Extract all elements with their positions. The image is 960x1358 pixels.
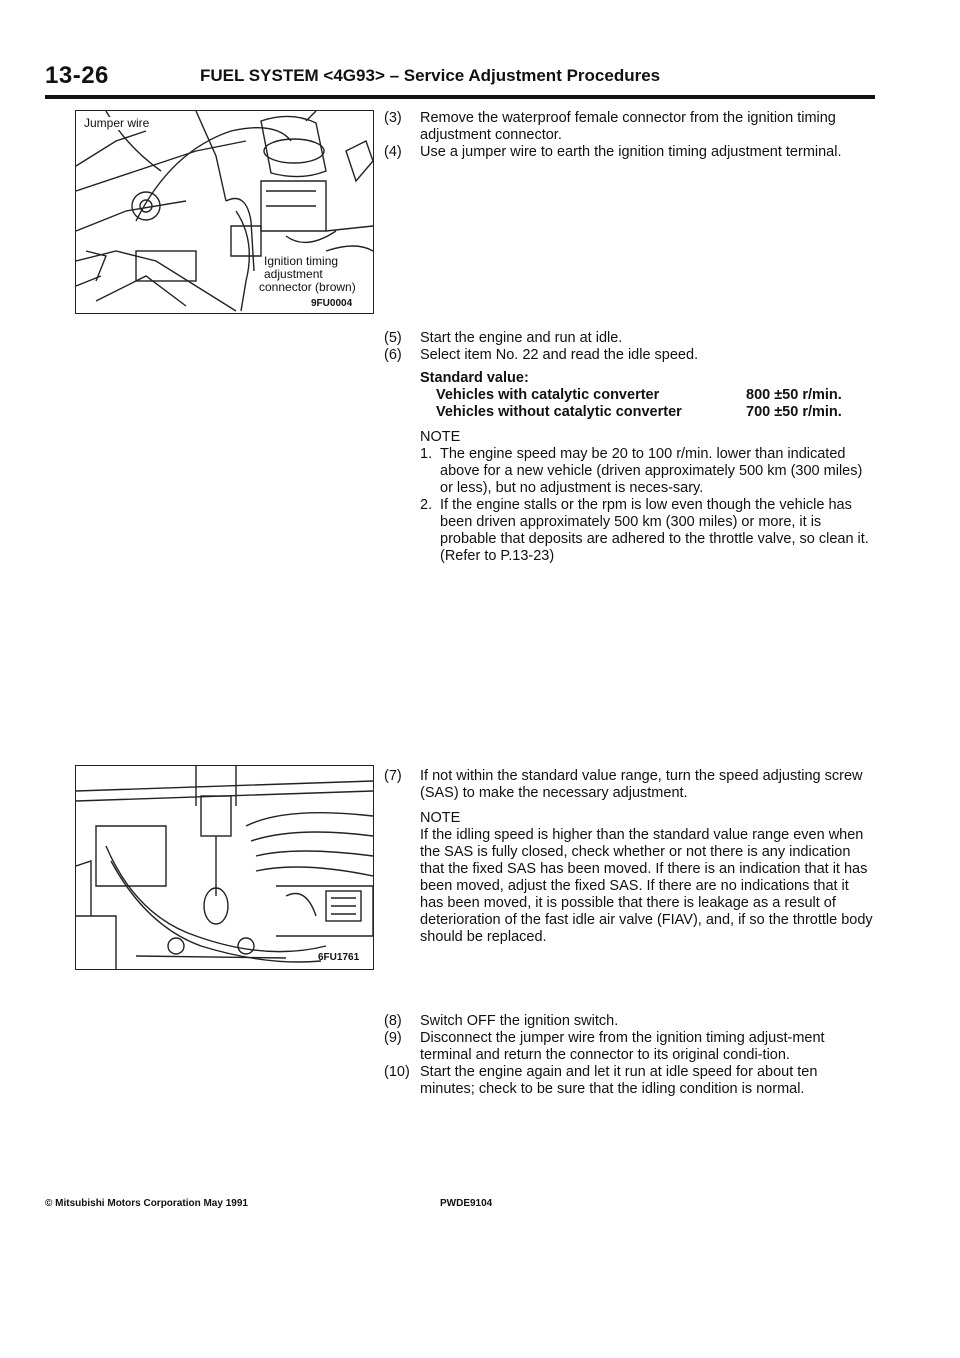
engine-illustration-2 [76, 766, 373, 969]
note-heading: NOTE [420, 810, 461, 826]
step-3: (3) Remove the waterproof female connector from the ignition timing adjustment connector. [384, 110, 836, 143]
note-body: If the idling speed is higher than the standard value range even when the SAS is fully closed, check whether or not there is any indication that the fixed SAS has been moved. If there is an indication that it has been moved, adjust the fixed SAS. If there are no indications that it has been moved, it is possible that there is leakage as a result of deterioration of the fast idle air valve (FIAV), and, if so the throttle body should be replaced. [420, 827, 873, 945]
note-heading: NOTE [420, 429, 461, 445]
footer-code: PWDE9104 [440, 1198, 493, 1209]
step-5: (5) Start the engine and run at idle. [384, 330, 623, 346]
step-9: (9) Disconnect the jumper wire from the ignition timing adjust-ment terminal and return the connector to its original condi-tion. [384, 1030, 825, 1063]
figure-code: 6FU1761 [318, 952, 360, 963]
label-jumper-wire: Jumper wire [84, 116, 150, 130]
figure-code: 9FU0004 [311, 298, 353, 309]
label-connector-line3: connector (brown) [259, 280, 356, 294]
page-number: 13-26 [45, 62, 109, 89]
step-7: (7) If not within the standard value range, turn the speed adjusting screw (SAS) to make the necessary adjustment. [384, 768, 863, 801]
steps-connector [384, 110, 876, 161]
page-title: FUEL SYSTEM <4G93> – Service Adjustment Procedures [200, 66, 661, 85]
step-8: (8) Switch OFF the ignition switch. [384, 1013, 619, 1029]
standard-value-row: Vehicles without catalytic converter 700 ±50 r/min. [436, 404, 842, 420]
standard-value-heading: Standard value: [420, 370, 529, 386]
figure-speed-adjusting-screw [75, 765, 374, 970]
note-item-2: 2. If the engine stalls or the rpm is low even though the vehicle has been driven approximately 500 km (300 miles) or more, it is probable that deposits are adhered to the throttle valve, so clean it. (Refer to P.13-23) [420, 497, 869, 564]
figure-ignition-connector [75, 110, 374, 314]
standard-value-row: Vehicles with catalytic converter 800 ±50 r/min. [436, 387, 842, 403]
steps-idle-check [384, 330, 876, 565]
note-item-1: 1. The engine speed may be 20 to 100 r/min. lower than indicated above for a new vehicle (driven approximately 500 km (300 miles) or less), but no adjustment is neces-sary. [420, 446, 863, 496]
step-4: (4) Use a jumper wire to earth the ignition timing adjustment terminal. [384, 144, 842, 160]
step-10: (10) Start the engine again and let it run at idle speed for about ten minutes; check to be sure that the idling condition is normal. [384, 1064, 818, 1097]
steps-finish [384, 1013, 876, 1098]
header-rule [45, 95, 875, 99]
footer-copyright: © Mitsubishi Motors Corporation May 1991 [45, 1198, 248, 1209]
step-6: (6) Select item No. 22 and read the idle speed. [384, 347, 699, 363]
label-connector-line2: adjustment [264, 267, 323, 281]
step-adjustment [384, 768, 876, 946]
label-connector-line1: Ignition timing [264, 254, 339, 268]
